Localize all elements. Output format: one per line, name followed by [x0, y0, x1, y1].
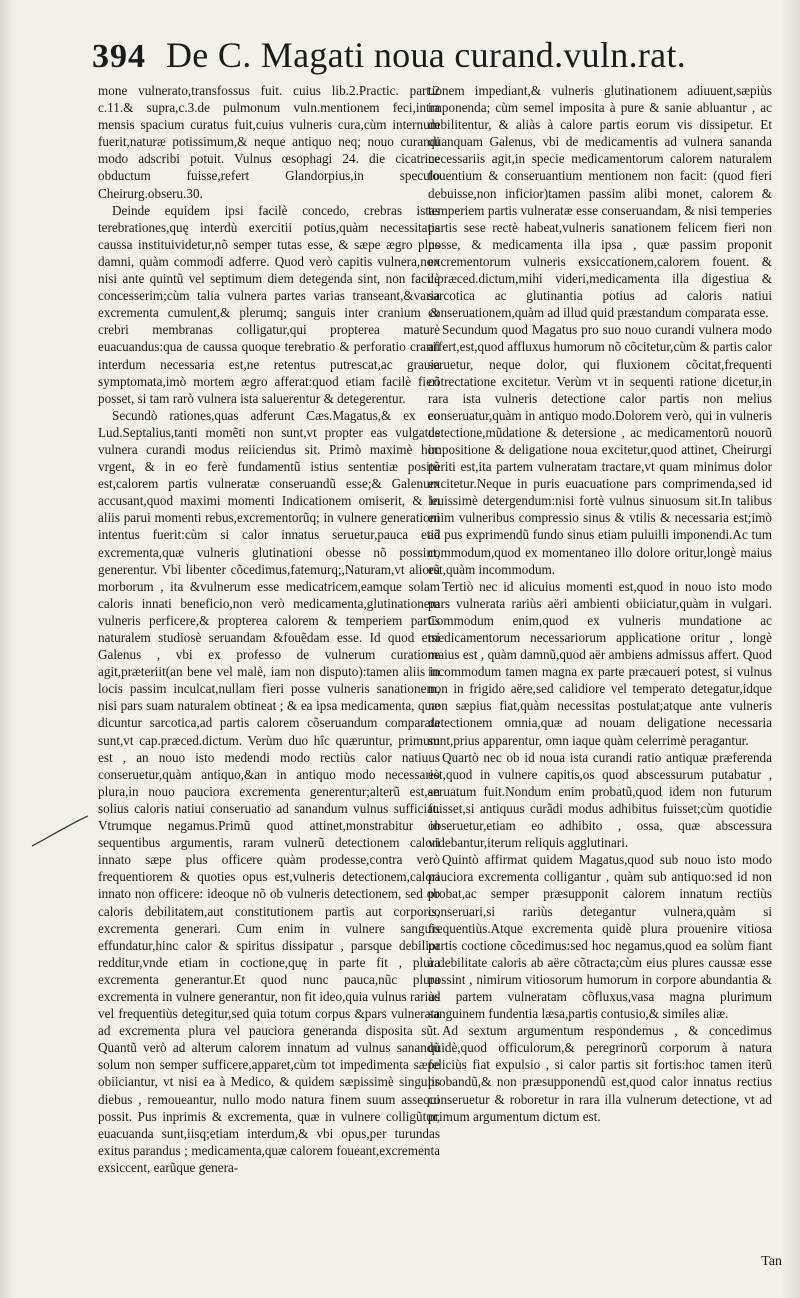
paragraph: Deinde equidem ipsi facilè concedo, crebras istas terebrationes,quę interdù exercitii potius,quàm necessitatis caussa instituividetur,nõ semper tutas esse, & sæpe ægro plus damni, quàm commodi adferre. Quod verò capitis vulnera,non nisi ante quintũ vel septimum diem detegenda sint, non facilè concesserim;cùm talia vulnera partes varias transeant,&varia excrementa cumulent,& plerumq; sanguis inter cranium & crebri membranas colligatur,qui propterea maturè euacuandus:qua de caussa quoque terebratio & perforatio cranii interdum necessaria est,ne retentus putrescat,ac grauia symptomata,imò mortem ægro afferat:quod etiam facilè fieri posset, si tam rarò vulnera ista saluerentur & detegerentur.	[98, 202, 440, 406]
paragraph: Secundum quod Magatus pro suo nouo curandi vulnera modo affert,est,quod affluxus humorum nõ cõcitetur,cùm & partis calor seruetur, neque dolor, qui fluxionem cõcitat,frequenti cõtrectatione excitetur. Verùm vt in sequenti ratione dicetur,in rara ista vulneris detectione calor partis non melius conseruatur,quàm in antiquo modo.Dolorem verò, qui in vulneris detectione,mũdatione & detersione , ac medicamentorũ nouorũ impositione & deligatione noua excitetur,quod attinet, Cheirurgi periti est,ita partem vulneratam tractare,vt quam minimus dolor excitetur.Neque in puris euacuatione pars comprimenda,sed id leuissimè detergendum:nisi fortè vulnus sinuosum sit.In talibus enim vulneribus compressio sinus & vtilis & necessaria est;imò ad pus exprimendũ fundo sinus etiam puluilli imponendi.Ac tum commodum,quod ex momentaneo illo dolore oritur,longè maius est,quàm incommodum.	[428, 322, 772, 577]
paragraph: Secundò rationes,quas adferunt Cæs.Magatus,& ex eo Lud.Septalius,tanti momẽti non sunt,vt propter eas vulgatus vulnera curandi modus reiiciendus sit. Primò maximè hoc vrgent, & in eo ferè fundamentũ istius sententiæ positũ est,calorem partis vulneratæ conseruandũ esse;& Galenum accusant,quod maximi momenti Indicationem omiserit, & in aliis parui momenti rebus,excrementorũq; in vulnere generationi intentus fuerit:cùm si calor innatus seruetur,pauca etiã excrementa,quæ vulneris glutinationi obesse nõ possint, generentur. Vbi libenter cõcedimus,fatemurq;,Naturam,vt aliorũ morborum , ita &vulnerum esse medicatricem,eamque solam caloris innati beneficio,non verò medicamenta,glutinationem vulneris perficere,& propterea calorem & temperiem partis naturalem studiosè seruandam &fouẽdam esse. Id quod etsi Galenus , vbi ex professo de vulnerum curatione agit,præteriit(an bene vel malè, iam non disputo):tamen aliis in locis passim inculcat,nullam fieri posse vulneris sanationem, nisi pars suam naturalem obtineat ; & ea ipsa medicamenta, quæ dicuntur sarcotica,ad partis calorem cõseruandum comparata sunt,vt cap.præced.dictum. Verùm duo hîc quæruntur, primum est , an nouo isto medendi modo rectiùs calor natiuus conseruetur,quàm antiquo,&an in antiquo modo necessariò plura,in nouo pauciora excrementa generentur;alterũ est,an solius caloris natiui conseruatio ad sanandum vulnus sufficiat. Vtrumque negamus.Primũ quod attinet,monstrabitur in sequentibus argumentis, raram vulnerũ detectionem calori innato sæpe plus officere quàm prodesse,contra verò frequentiorem & quoties opus est,vulneris detectionem,calori innato non officere: ideoque nõ ob vulneris detectionem, sed ob caloris debilitatem,aut constitutionem partis aut corporis, excrementa generari. Cum enim in vulnere sanguis effundatur,hinc calor & spiritus dissipatur , parsque debilior redditur,vnde etiam in coctione,quę in parte fit , plura excrementa generantur.Et quod nunc pauca,nũc plura excrementa in vulnere generantur, non fit ideo,quia vulnus rariùs vel frequentiùs detegitur,sed quia totum corpus &pars vulnerata ad excrementa plura vel pauciora generanda disposita sũt. Quantũ verò ad alterum calorem innatum ad vulnus sanandũ solum non semper sufficere,apparet,cùm tot impedimenta sæpe obiiciantur, vt nisi ea à Medico, & quidem sæpissimè singulis diebus , remoueantur, nullo modo natura finem suum assequi possit. Pus inprimis & excrementa, quæ in vulnere colligũtur, euacuanda sunt,iisq;etiam interdum,& vbi opus,per turundas exitus parandus ; medicamenta,quæ calorem foueant,excrementa exsiccent, earũque genera-	[98, 407, 440, 1175]
margin-pen-stroke	[30, 812, 90, 852]
catchword: Tan	[761, 1254, 782, 1269]
left-column	[98, 82, 440, 1176]
right-column	[428, 82, 772, 1125]
page-header	[92, 34, 792, 80]
paragraph: Tertiò nec id alicuius momenti est,quod in nouo isto modo pars vulnerata rariùs aëri ambienti obiiciatur,quàm in vulgari. Commodum enim,quod ex vulneris mundatione ac medicamentorum necessariorum applicatione oritur , longè maius est , quàm damnũ,quod aër ambiens admissus affert. Quod incommodum tamen magna ex parte præcaueri potest, si vulnus non in frigido aëre,sed calidiore vel temperato detegatur,idque non sæpius fiat,quàm necessitas postulat;atque ante vulneris detectionem omnia,quæ ad nouam deligatione necessaria sunt,prius apparentur, omn iaque quàm celerrimè peragantur.	[428, 578, 772, 748]
running-title: De C. Magati noua curand.vuln.rat.	[166, 35, 687, 75]
paragraph: Ad sextum argumentum respondemus , & concedimus quidè,quod officulorum,& peregrinorũ corporum à natura feliciùs fiat expulsio , si calor partis sit fortis:hoc tamen iterũ probandũ,& non præsupponendũ est,quod calor innatus rectius conseruetur & roboretur in rara illa vulnerum detectione, vt ad primum argumentum dictum est.	[428, 1023, 772, 1124]
paragraph: Quartò nec ob id noua ista curandi ratio antiquæ præferenda est,quod in vulnere capitis,os quod abscessurum putabatur , seruatum fuit.Nondum enim probatũ,quod idem non futurum fuisset,si antiquus curãdi modus adhibitus fuisset;cùm quotidie obseruetur,etiam eo adhibito , ossa, quæ abscessura videbantur,iterum reliquis agglutinari.	[428, 749, 772, 851]
paragraph: mone vulnerato,transfossus fuit. cuius lib.2.Practic. part.2 c.11.& supra,c.3.de pulmonum vuln.mentionem feci,intra mensis spacium curatus fuit,cuius vulneris cura,cùm internum fuerit,naturæ potissimum,& neque antiquo neq; nouo curandi modo adscribi potuit. Vulnus œsophagi 24. die cicatrice obductum fuisse,refert Glandorpius,in speculo Cheirurg.obseru.30.	[98, 83, 440, 201]
paragraph: Quintò affirmat quidem Magatus,quod sub nouo isto modo pauciora excrementa colligantur , quàm sub antiquo:sed id non probat,ac semper præsupponit calorem innatum rectiùs conseruari,si rariùs detegantur vulnera,quàm si frequentiùs.Atque excrementa quidè plura prouenire vitiosa partis coctione cõcedimus:sed hoc negamus,quod ea solùm fiant à debilitate caloris ab aëre cõtracta;cùm eius plures caussæ esse possint , nimirum vitiosorum humorum in corpore abundantia & ad partem vulneratam cõfluxus,vasa magna plurimum sanguinem fundentia læsa,partis contusio,& similes aliæ.	[428, 852, 772, 1022]
page-number: 394	[92, 38, 146, 75]
paragraph: tionem impediant,& vulneris glutinationem adiuuent,sæpiùs imponenda; cùm semel imposita à pure & sanie abluantur , ac debilitentur, & aliàs à calore partis eorum vis dissipetur. Et quanquam Galenus, vbi de medicamentis ad vulnera sananda necessariis agit,in specie medicamentorum calorem naturalem fouentium & conseruantium mentionem non facit: (quod fieri debuisse,non inficior)tamen passim alibi monet, calorem & temperiem partis vulneratæ esse conseruandam, & nisi temperies partis sese rectè habeat,vulneris sanationem felicem fieri non posse, & medicamenta illa ipsa , quæ passim proponit excrementorum vulneris exsiccationem,calorem fouent. & c.præced.dictum,mihi videri,medicamenta illa digestiua & sarcotica ac glutinantia potius ad caloris natiui conseruationem,quàm ad illud quid præstandum comparata esse.	[428, 83, 772, 321]
